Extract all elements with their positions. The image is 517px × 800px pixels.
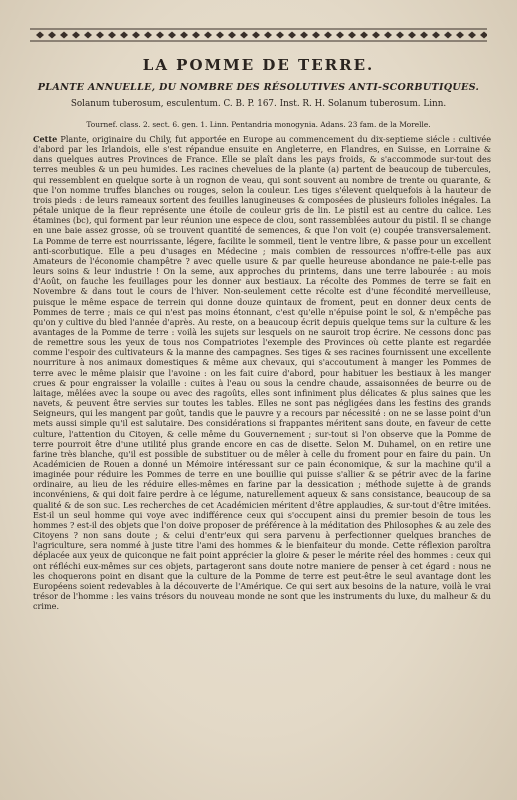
- ornament-motif: [108, 32, 116, 39]
- ornament-motif: [132, 32, 140, 39]
- botanical-synonymy: Solanum tuberosum, esculentum. C. B. P. 167. Inst. R. H. Solanum tuberosum. Linn.: [70, 99, 447, 109]
- ornament-motif: [456, 32, 464, 39]
- ornament-motif: [228, 32, 236, 39]
- body-lead-word: Cette: [33, 134, 58, 144]
- ornament-motif: [288, 32, 296, 39]
- ornament-motif: [360, 32, 368, 39]
- ornament-motif: [60, 32, 68, 39]
- body-paragraph: Plante, originaire du Chily, fut apportée en Europe au commencement du dix-septieme siécle : cultivée d'abord par les Irlandois, elle s'est répandue ensuite en Angleterre, en Flandres, en Suisse, en Lorraine & dans quelques autres Provinces de France. Elle se plaît dans les pays froids, & s'accommode sur-tout des terres meubles & un peu humides. Les racines chevelues de la plante (a) partent de beaucoup de tubercules, qui ressemblent en quelque sorte à un rognon de veau, qui sont souvent au nombre de trente ou quarante, & que l'on nomme truffes blanches ou rouges, selon la couleur. Les tiges s'élevent quelquefois à la hauteur de trois pieds : de leurs rameaux sortent des feuilles lanugineuses & composées de plusieurs folioles inégales. La pétale unique de la fleur représente une étoile de couleur gris de lin. Le pistil est au centre du calice. Les étamines (bc), qui forment par leur réunion une espece de clou, sont rassemblées autour du pistil. Il se change en une baie assez grosse, où se trouvent quantité de semences, & que l'on voit (e) coupée transversalement. La Pomme de terre est nourrissante, légere, facilite le sommeil, tient le ventre libre, & passe pour un excellent anti-scorbutique. Elle a peu d'usages en Médecine ; mais combien de ressources n'offre-t-elle pas aux Amateurs de l'économie champêtre ? avec quelle usure & par quelle heureuse abondance ne paie-t-elle pas leurs soins & leur industrie ! On la seme, aux approches du printems, dans une terre labourée : au mois d'Août, on fauche les feuillages pour les donner aux bestiaux. La récolte des Pommes de terre se fait en Novembre & dans tout le cours de l'hiver. Non-seulement cette récolte est d'une fécondité merveilleuse, puisque le même espace de terrein qui donne douze quintaux de froment, peut en donner deux cents de Pommes de terre ; mais ce qui n'est pas moins étonnant, c'est qu'elle n'épuise point le sol, & n'empêche pas qu'on y cultive du bled l'année d'après. Au reste, on a beaucoup écrit depuis quelque tems sur la culture & les avantages de la Pomme de terre : voilà les sujets sur lesquels on ne sauroit trop écrire. Ne cessons donc pas de remettre sous les yeux de tous nos Compatriotes l'exemple des Provinces où cette plante est regardée comme l'espoir des cultivateurs & la manne des campagnes. Ses tiges & ses racines fournissent une excellente nourriture à nos animaux domestiques & même aux chevaux, qui s'accoutument à manger les Pommes de terre avec le même plaisir que l'avoine : on les fait cuire d'abord, pour habituer les bestiaux à les manger crues & pour engraisser la volaille : cuites à l'eau ou sous la cendre chaude, assaisonnées de beurre ou de laitage, mêlées avec la soupe ou avec des ragoûts, elles sont infiniment plus délicates & plus saines que les navets, & peuvent être servies sur toutes les tables. Elles ne sont pas négligées dans les festins des grands Seigneurs, qui les mangent par goût, tandis que le pauvre y a recours par nécessité : on ne se lasse point d'un mets aussi simple qu'il est salutaire. Des considérations si frappantes méritent sans doute, en faveur de cette culture, l'attention du Citoyen, & celle même du Gouvernement ; sur-tout si l'on observe que la Pomme de terre pourroit être d'une utilité plus grande encore en cas de disette. Selon M. Duhamel, on en retire une farine très blanche, qu'il est possible de substituer ou de mêler à celle du froment pour en faire du pain. Un Académicien de Rouen a donné un Mémoire intéressant sur ce pain économique, & sur la machine qu'il a imaginée pour réduire les Pommes de terre en une bouillie qui puisse s'allier & se pétrir avec de la farine ordinaire, au lieu de les réduire elles-mêmes en farine par la dessication ; méthode sujette à de grands inconvéniens, & qui doit faire perdre à ce légume, naturellement aqueux & sans consistance, beaucoup de sa qualité & de son suc. Les recherches de cet Académicien méritent d'être applaudies, & sur-tout d'être imitées. Est-il un seul homme qui voye avec indifférence ceux qui s'occupent ainsi du premier besoin de tous les hommes ? est-il des objets que l'on doive proposer de préférence à la méditation des Philosophes & au zele des Citoyens ? non sans doute ; & celui d'entr'eux qui sera parvenu à perfectionner quelques branches de l'agriculture, sera nommé à juste titre l'ami des hommes & le bienfaiteur du monde. Cette réflexion paroîtra déplacée aux yeux de quiconque ne fait point apprécier la gloire & peser le mérite réel des hommes : ceux qui ont réfléchi eux-mêmes sur ces objets, partageront sans doute notre maniere de penser à cet égard : nous ne les choquerons point en disant que la culture de la Pomme de terre est peut-être le seul avantage dont les Européens soient redevables à la découverte de l'Amérique. Ce qui sert aux besoins de la nature, voilà le vrai trésor de l'homme : les vains trésors du nouveau monde ne sont que les instruments du luxe, du malheur & du crime.: [33, 134, 491, 612]
- page-title: LA POMME DE TERRE.: [142, 56, 375, 74]
- ornament-motif: [420, 32, 428, 39]
- ornament-motif: [396, 32, 404, 39]
- ornament-motif: [72, 32, 80, 39]
- ornament-motif: [144, 32, 152, 39]
- ornament-motif: [216, 32, 224, 39]
- ornament-motif: [384, 32, 392, 39]
- ornament-motif: [168, 32, 176, 39]
- ornament-motif: [252, 32, 260, 39]
- ornament-motif: [204, 32, 212, 39]
- ornament-motif: [120, 32, 128, 39]
- ornament-motif: [408, 32, 416, 39]
- ornament-motif: [240, 32, 248, 39]
- ornament-motif: [84, 32, 92, 39]
- ornament-motif: [48, 32, 56, 39]
- ornament-motif: [264, 32, 272, 39]
- ornament-motif: [192, 32, 200, 39]
- body-text: [33, 134, 491, 774]
- ornament-motif: [156, 32, 164, 39]
- ornament-motif: [336, 32, 344, 39]
- ornament-motif: [468, 32, 476, 39]
- ornament-motif: [324, 32, 332, 39]
- ornament-motif: [312, 32, 320, 39]
- ornament-motif: [432, 32, 440, 39]
- plant-subtitle: PLANTE ANNUELLE, DU NOMBRE DES RÉSOLUTIVES ANTI-SCORBUTIQUES.: [37, 82, 480, 93]
- ornament-motif: [180, 32, 188, 39]
- ornament-motif: [348, 32, 356, 39]
- ornament-motif: [276, 32, 284, 39]
- ornament-motif: [372, 32, 380, 39]
- ornament-motif: [480, 32, 487, 39]
- ornament-motif: [96, 32, 104, 39]
- ornament-motif: [36, 32, 44, 39]
- ornament-motif: [300, 32, 308, 39]
- ornament-motif: [444, 32, 452, 39]
- classification-line: Tournef. class. 2. sect. 6. gen. 1. Linn. Pentandria monogynia. Adans. 23 fam. de la Morelle.: [86, 120, 431, 129]
- decorative-border-ornament: [30, 26, 487, 44]
